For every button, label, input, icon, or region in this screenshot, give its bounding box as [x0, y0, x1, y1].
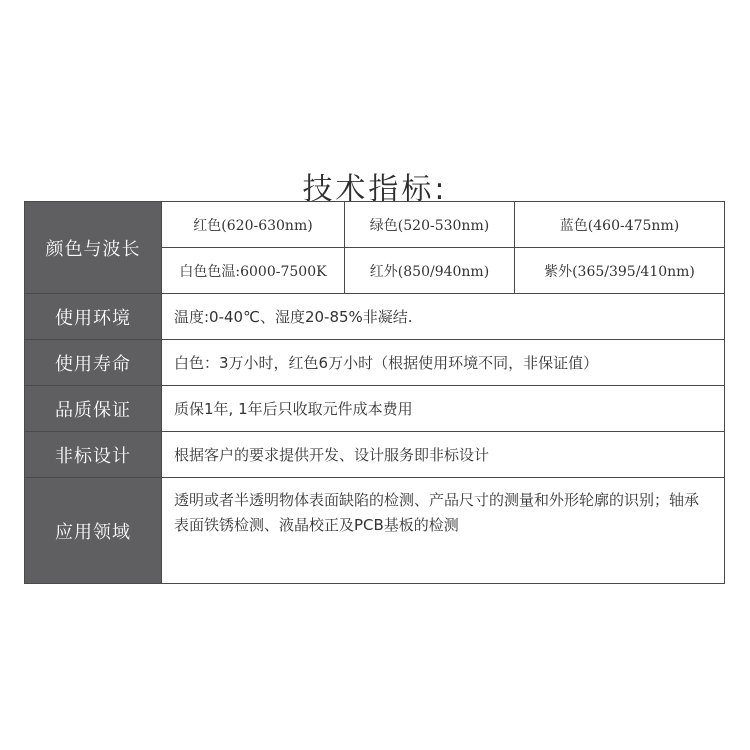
row-label-warranty: 品质保证 — [25, 386, 162, 432]
row-value-warranty: 质保1年, 1年后只收取元件成本费用 — [162, 386, 725, 432]
color-green-cell: 绿色(520-530nm) — [345, 202, 515, 248]
spec-table — [24, 201, 725, 584]
row-value-environment: 温度:0-40℃、湿度20-85%非凝结. — [162, 294, 725, 340]
color-white-cell: 白色色温:6000-7500K — [162, 248, 345, 294]
table-row-environment — [25, 294, 725, 340]
table-row-warranty — [25, 386, 725, 432]
row-label-color-wavelength: 颜色与波长 — [25, 202, 162, 294]
row-label-custom-design: 非标设计 — [25, 432, 162, 478]
row-value-lifetime: 白色：3万小时，红色6万小时（根据使用环境不同，非保证值） — [162, 340, 725, 386]
row-value-application: 透明或者半透明物体表面缺陷的检测、产品尺寸的测量和外形轮廓的识别；轴承表面铁锈检测、液晶校正及PCB基板的检测 — [162, 478, 725, 584]
color-infrared-cell: 红外(850/940nm) — [345, 248, 515, 294]
page-title: 技术指标: — [302, 172, 448, 207]
row-label-application: 应用领域 — [25, 478, 162, 584]
row-value-custom-design: 根据客户的要求提供开发、设计服务即非标设计 — [162, 432, 725, 478]
table-row-lifetime — [25, 340, 725, 386]
color-blue-cell: 蓝色(460-475nm) — [515, 202, 725, 248]
color-red-cell: 红色(620-630nm) — [162, 202, 345, 248]
row-label-environment: 使用环境 — [25, 294, 162, 340]
row-label-lifetime: 使用寿命 — [25, 340, 162, 386]
color-ultraviolet-cell: 紫外(365/395/410nm) — [515, 248, 725, 294]
table-row-custom-design — [25, 432, 725, 478]
table-row-color-line1 — [25, 202, 725, 248]
table-row-application — [25, 478, 725, 584]
